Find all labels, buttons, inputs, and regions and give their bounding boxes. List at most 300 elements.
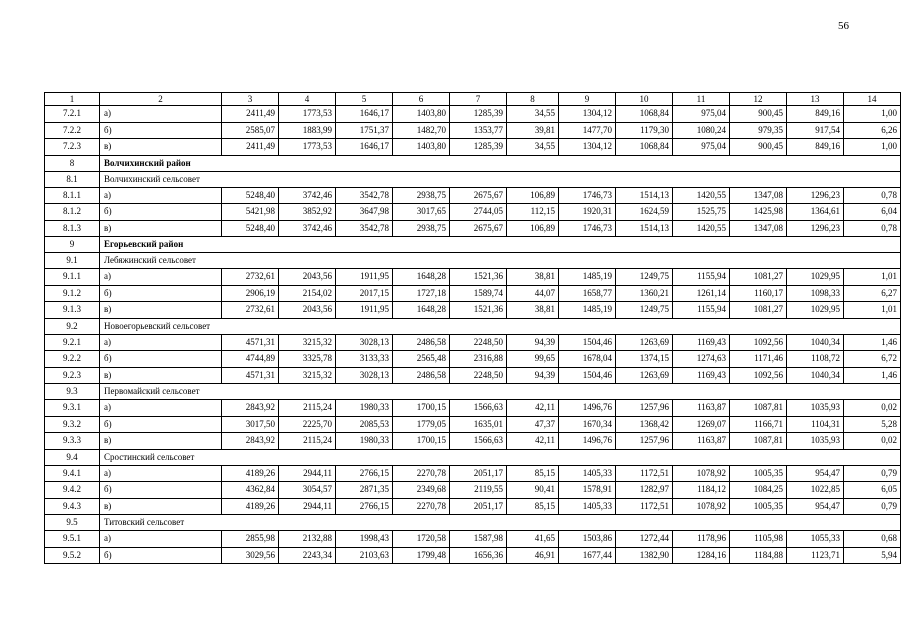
value-cell-9: 1496,76 <box>559 433 616 450</box>
value-cell-10: 1382,90 <box>616 547 673 564</box>
row-variant: в) <box>100 220 222 237</box>
value-cell-7: 2316,88 <box>450 351 507 368</box>
value-cell-3: 4189,26 <box>222 498 279 515</box>
value-cell-12: 900,45 <box>730 106 787 123</box>
value-cell-4: 3852,92 <box>279 204 336 221</box>
row-variant: а) <box>100 465 222 482</box>
value-cell-12: 1347,08 <box>730 187 787 204</box>
value-cell-6: 1403,80 <box>393 106 450 123</box>
row-variant: а) <box>100 400 222 417</box>
value-cell-5: 2766,15 <box>336 498 393 515</box>
district-name: Егорьевский район <box>100 237 901 253</box>
value-cell-5: 2017,15 <box>336 285 393 302</box>
row-code: 9.2.2 <box>45 351 100 368</box>
row-variant: б) <box>100 482 222 499</box>
value-cell-6: 1648,28 <box>393 269 450 286</box>
value-cell-10: 1514,13 <box>616 220 673 237</box>
value-cell-10: 1360,21 <box>616 285 673 302</box>
settlement-row <box>45 171 901 187</box>
value-cell-6: 2938,75 <box>393 220 450 237</box>
value-cell-13: 849,16 <box>787 139 844 156</box>
table-row <box>45 106 901 123</box>
value-cell-5: 1646,17 <box>336 106 393 123</box>
value-cell-13: 1104,31 <box>787 416 844 433</box>
value-cell-13: 1296,23 <box>787 220 844 237</box>
value-cell-4: 2132,88 <box>279 531 336 548</box>
table-row <box>45 220 901 237</box>
row-variant: в) <box>100 433 222 450</box>
value-cell-14: 6,26 <box>844 122 901 139</box>
value-cell-11: 1420,55 <box>673 187 730 204</box>
value-cell-8: 85,15 <box>507 465 559 482</box>
settlement-row <box>45 253 901 269</box>
table-row <box>45 433 901 450</box>
value-cell-12: 979,35 <box>730 122 787 139</box>
value-cell-13: 1035,93 <box>787 433 844 450</box>
value-cell-4: 3215,32 <box>279 334 336 351</box>
value-cell-11: 1078,92 <box>673 498 730 515</box>
value-cell-10: 1624,59 <box>616 204 673 221</box>
value-cell-9: 1405,33 <box>559 465 616 482</box>
row-code: 9.3.2 <box>45 416 100 433</box>
settlement-name: Первомайский сельсовет <box>100 384 901 400</box>
row-code: 8.1.3 <box>45 220 100 237</box>
value-cell-14: 1,01 <box>844 269 901 286</box>
table-row <box>45 302 901 319</box>
value-cell-3: 4571,31 <box>222 367 279 384</box>
value-cell-3: 4744,89 <box>222 351 279 368</box>
value-cell-3: 2843,92 <box>222 433 279 450</box>
table-row <box>45 334 901 351</box>
value-cell-8: 112,15 <box>507 204 559 221</box>
value-cell-5: 2871,35 <box>336 482 393 499</box>
value-cell-6: 1482,70 <box>393 122 450 139</box>
row-variant: в) <box>100 367 222 384</box>
value-cell-11: 1155,94 <box>673 269 730 286</box>
value-cell-14: 0,78 <box>844 220 901 237</box>
value-cell-6: 1700,15 <box>393 433 450 450</box>
row-code: 9.1.3 <box>45 302 100 319</box>
header-cell-5: 5 <box>336 93 393 106</box>
table-row <box>45 531 901 548</box>
value-cell-9: 1304,12 <box>559 139 616 156</box>
district-name: Волчихинский район <box>100 155 901 171</box>
value-cell-8: 44,07 <box>507 285 559 302</box>
header-cell-7: 7 <box>450 93 507 106</box>
value-cell-4: 2225,70 <box>279 416 336 433</box>
value-cell-8: 85,15 <box>507 498 559 515</box>
row-code: 9.4.2 <box>45 482 100 499</box>
value-cell-11: 1178,96 <box>673 531 730 548</box>
value-cell-9: 1485,19 <box>559 302 616 319</box>
value-cell-3: 2843,92 <box>222 400 279 417</box>
value-cell-7: 1285,39 <box>450 106 507 123</box>
value-cell-8: 90,41 <box>507 482 559 499</box>
value-cell-14: 0,02 <box>844 433 901 450</box>
settlement-row <box>45 449 901 465</box>
row-code: 7.2.3 <box>45 139 100 156</box>
value-cell-11: 975,04 <box>673 139 730 156</box>
value-cell-3: 5421,98 <box>222 204 279 221</box>
value-cell-10: 1263,69 <box>616 334 673 351</box>
value-cell-12: 1425,98 <box>730 204 787 221</box>
value-cell-3: 3029,56 <box>222 547 279 564</box>
value-cell-11: 1184,12 <box>673 482 730 499</box>
value-cell-3: 5248,40 <box>222 220 279 237</box>
settlement-name: Сростинский сельсовет <box>100 449 901 465</box>
tariff-table <box>44 92 901 564</box>
value-cell-10: 1272,44 <box>616 531 673 548</box>
value-cell-14: 1,00 <box>844 106 901 123</box>
value-cell-12: 900,45 <box>730 139 787 156</box>
value-cell-8: 46,91 <box>507 547 559 564</box>
value-cell-13: 954,47 <box>787 465 844 482</box>
value-cell-7: 1353,77 <box>450 122 507 139</box>
value-cell-9: 1504,46 <box>559 334 616 351</box>
value-cell-5: 3028,13 <box>336 334 393 351</box>
value-cell-14: 6,05 <box>844 482 901 499</box>
row-code: 9.2.1 <box>45 334 100 351</box>
value-cell-4: 1773,53 <box>279 139 336 156</box>
value-cell-12: 1084,25 <box>730 482 787 499</box>
value-cell-7: 2051,17 <box>450 465 507 482</box>
value-cell-3: 2585,07 <box>222 122 279 139</box>
row-variant: а) <box>100 187 222 204</box>
table-row <box>45 367 901 384</box>
value-cell-3: 2732,61 <box>222 302 279 319</box>
page-number: 56 <box>838 20 849 32</box>
value-cell-5: 1998,43 <box>336 531 393 548</box>
value-cell-13: 1035,93 <box>787 400 844 417</box>
value-cell-3: 4362,84 <box>222 482 279 499</box>
value-cell-7: 1635,01 <box>450 416 507 433</box>
value-cell-11: 1274,63 <box>673 351 730 368</box>
value-cell-5: 3647,98 <box>336 204 393 221</box>
table-row <box>45 498 901 515</box>
value-cell-7: 1521,36 <box>450 302 507 319</box>
district-row <box>45 155 901 171</box>
row-code: 8.1.2 <box>45 204 100 221</box>
value-cell-7: 1285,39 <box>450 139 507 156</box>
value-cell-6: 1720,58 <box>393 531 450 548</box>
value-cell-10: 1068,84 <box>616 106 673 123</box>
value-cell-11: 1169,43 <box>673 334 730 351</box>
value-cell-5: 1911,95 <box>336 269 393 286</box>
row-code: 9.3.1 <box>45 400 100 417</box>
value-cell-8: 41,65 <box>507 531 559 548</box>
header-cell-3: 3 <box>222 93 279 106</box>
value-cell-9: 1670,34 <box>559 416 616 433</box>
value-cell-14: 1,46 <box>844 334 901 351</box>
row-code: 9.3 <box>45 384 100 400</box>
value-cell-11: 1078,92 <box>673 465 730 482</box>
value-cell-6: 1648,28 <box>393 302 450 319</box>
value-cell-11: 1261,14 <box>673 285 730 302</box>
value-cell-12: 1171,46 <box>730 351 787 368</box>
value-cell-12: 1184,88 <box>730 547 787 564</box>
value-cell-7: 1566,63 <box>450 433 507 450</box>
value-cell-7: 1521,36 <box>450 269 507 286</box>
value-cell-10: 1282,97 <box>616 482 673 499</box>
table-row <box>45 465 901 482</box>
value-cell-7: 1587,98 <box>450 531 507 548</box>
value-cell-6: 1403,80 <box>393 139 450 156</box>
row-variant: б) <box>100 285 222 302</box>
value-cell-7: 1656,36 <box>450 547 507 564</box>
value-cell-11: 1284,16 <box>673 547 730 564</box>
value-cell-12: 1347,08 <box>730 220 787 237</box>
value-cell-6: 1700,15 <box>393 400 450 417</box>
row-code: 8 <box>45 155 100 171</box>
value-cell-12: 1005,35 <box>730 498 787 515</box>
value-cell-4: 2115,24 <box>279 433 336 450</box>
header-cell-10: 10 <box>616 93 673 106</box>
settlement-name: Титовский сельсовет <box>100 515 901 531</box>
row-variant: в) <box>100 302 222 319</box>
value-cell-4: 1883,99 <box>279 122 336 139</box>
row-variant: а) <box>100 531 222 548</box>
row-code: 9.4.1 <box>45 465 100 482</box>
value-cell-12: 1081,27 <box>730 269 787 286</box>
value-cell-6: 2349,68 <box>393 482 450 499</box>
value-cell-7: 1589,74 <box>450 285 507 302</box>
row-code: 9.5.2 <box>45 547 100 564</box>
value-cell-14: 5,94 <box>844 547 901 564</box>
value-cell-7: 2119,55 <box>450 482 507 499</box>
table-row <box>45 416 901 433</box>
value-cell-12: 1092,56 <box>730 334 787 351</box>
value-cell-7: 2248,50 <box>450 367 507 384</box>
value-cell-11: 975,04 <box>673 106 730 123</box>
row-variant: б) <box>100 351 222 368</box>
value-cell-9: 1658,77 <box>559 285 616 302</box>
value-cell-5: 2766,15 <box>336 465 393 482</box>
value-cell-7: 2248,50 <box>450 334 507 351</box>
value-cell-6: 1799,48 <box>393 547 450 564</box>
value-cell-3: 4189,26 <box>222 465 279 482</box>
value-cell-12: 1105,98 <box>730 531 787 548</box>
value-cell-3: 4571,31 <box>222 334 279 351</box>
value-cell-10: 1172,51 <box>616 465 673 482</box>
row-code: 9.1 <box>45 253 100 269</box>
value-cell-14: 0,68 <box>844 531 901 548</box>
value-cell-14: 0,79 <box>844 498 901 515</box>
value-cell-14: 5,28 <box>844 416 901 433</box>
row-variant: б) <box>100 547 222 564</box>
value-cell-11: 1420,55 <box>673 220 730 237</box>
header-cell-1: 1 <box>45 93 100 106</box>
row-code: 8.1.1 <box>45 187 100 204</box>
value-cell-9: 1485,19 <box>559 269 616 286</box>
value-cell-8: 99,65 <box>507 351 559 368</box>
value-cell-10: 1249,75 <box>616 269 673 286</box>
value-cell-10: 1514,13 <box>616 187 673 204</box>
value-cell-8: 34,55 <box>507 139 559 156</box>
row-code: 8.1 <box>45 171 100 187</box>
district-row <box>45 237 901 253</box>
value-cell-12: 1092,56 <box>730 367 787 384</box>
header-cell-13: 13 <box>787 93 844 106</box>
value-cell-4: 2043,56 <box>279 269 336 286</box>
header-cell-11: 11 <box>673 93 730 106</box>
value-cell-13: 1364,61 <box>787 204 844 221</box>
value-cell-12: 1166,71 <box>730 416 787 433</box>
value-cell-5: 3133,33 <box>336 351 393 368</box>
value-cell-13: 1029,95 <box>787 269 844 286</box>
row-code: 9.4 <box>45 449 100 465</box>
row-code: 9.5 <box>45 515 100 531</box>
value-cell-9: 1477,70 <box>559 122 616 139</box>
value-cell-4: 2944,11 <box>279 465 336 482</box>
value-cell-5: 3542,78 <box>336 187 393 204</box>
value-cell-12: 1005,35 <box>730 465 787 482</box>
value-cell-9: 1678,04 <box>559 351 616 368</box>
value-cell-14: 0,78 <box>844 187 901 204</box>
value-cell-13: 1055,33 <box>787 531 844 548</box>
value-cell-7: 2675,67 <box>450 187 507 204</box>
value-cell-13: 1040,34 <box>787 367 844 384</box>
value-cell-14: 6,27 <box>844 285 901 302</box>
header-cell-4: 4 <box>279 93 336 106</box>
table-row <box>45 547 901 564</box>
value-cell-4: 1773,53 <box>279 106 336 123</box>
row-code: 9.1.1 <box>45 269 100 286</box>
value-cell-12: 1160,17 <box>730 285 787 302</box>
value-cell-13: 1029,95 <box>787 302 844 319</box>
value-cell-9: 1504,46 <box>559 367 616 384</box>
value-cell-6: 2270,78 <box>393 498 450 515</box>
value-cell-13: 917,54 <box>787 122 844 139</box>
value-cell-13: 1123,71 <box>787 547 844 564</box>
settlement-row <box>45 318 901 334</box>
value-cell-10: 1068,84 <box>616 139 673 156</box>
value-cell-8: 38,81 <box>507 302 559 319</box>
value-cell-9: 1920,31 <box>559 204 616 221</box>
value-cell-14: 6,72 <box>844 351 901 368</box>
value-cell-3: 5248,40 <box>222 187 279 204</box>
row-code: 9 <box>45 237 100 253</box>
value-cell-5: 3028,13 <box>336 367 393 384</box>
row-code: 9.4.3 <box>45 498 100 515</box>
settlement-name: Лебяжинский сельсовет <box>100 253 901 269</box>
value-cell-10: 1257,96 <box>616 400 673 417</box>
value-cell-8: 34,55 <box>507 106 559 123</box>
value-cell-6: 2565,48 <box>393 351 450 368</box>
value-cell-10: 1172,51 <box>616 498 673 515</box>
table-row <box>45 400 901 417</box>
value-cell-14: 1,46 <box>844 367 901 384</box>
value-cell-9: 1503,86 <box>559 531 616 548</box>
value-cell-5: 2103,63 <box>336 547 393 564</box>
row-code: 9.2 <box>45 318 100 334</box>
table-row <box>45 351 901 368</box>
value-cell-4: 3742,46 <box>279 220 336 237</box>
value-cell-7: 1566,63 <box>450 400 507 417</box>
value-cell-5: 3542,78 <box>336 220 393 237</box>
settlement-name: Новоегорьевский сельсовет <box>100 318 901 334</box>
value-cell-5: 1980,33 <box>336 433 393 450</box>
row-variant: а) <box>100 106 222 123</box>
table-row <box>45 204 901 221</box>
value-cell-13: 1040,34 <box>787 334 844 351</box>
row-variant: а) <box>100 269 222 286</box>
value-cell-13: 1098,33 <box>787 285 844 302</box>
value-cell-10: 1368,42 <box>616 416 673 433</box>
value-cell-3: 2855,98 <box>222 531 279 548</box>
value-cell-8: 42,11 <box>507 433 559 450</box>
header-cell-6: 6 <box>393 93 450 106</box>
value-cell-14: 1,01 <box>844 302 901 319</box>
value-cell-8: 94,39 <box>507 367 559 384</box>
value-cell-4: 3054,57 <box>279 482 336 499</box>
header-cell-9: 9 <box>559 93 616 106</box>
value-cell-8: 94,39 <box>507 334 559 351</box>
row-variant: б) <box>100 122 222 139</box>
row-variant: в) <box>100 498 222 515</box>
settlement-row <box>45 384 901 400</box>
value-cell-11: 1080,24 <box>673 122 730 139</box>
header-cell-14: 14 <box>844 93 901 106</box>
value-cell-12: 1081,27 <box>730 302 787 319</box>
value-cell-6: 2270,78 <box>393 465 450 482</box>
value-cell-11: 1155,94 <box>673 302 730 319</box>
row-variant: б) <box>100 204 222 221</box>
value-cell-13: 954,47 <box>787 498 844 515</box>
header-cell-2: 2 <box>100 93 222 106</box>
value-cell-13: 1108,72 <box>787 351 844 368</box>
value-cell-8: 39,81 <box>507 122 559 139</box>
row-code: 9.1.2 <box>45 285 100 302</box>
value-cell-6: 3017,65 <box>393 204 450 221</box>
settlement-row <box>45 515 901 531</box>
table-row <box>45 285 901 302</box>
value-cell-4: 3325,78 <box>279 351 336 368</box>
value-cell-11: 1163,87 <box>673 400 730 417</box>
value-cell-10: 1249,75 <box>616 302 673 319</box>
value-cell-14: 0,79 <box>844 465 901 482</box>
header-cell-12: 12 <box>730 93 787 106</box>
value-cell-3: 2411,49 <box>222 106 279 123</box>
value-cell-6: 1779,05 <box>393 416 450 433</box>
table-row <box>45 482 901 499</box>
row-variant: в) <box>100 139 222 156</box>
row-code: 7.2.2 <box>45 122 100 139</box>
value-cell-9: 1578,91 <box>559 482 616 499</box>
value-cell-14: 0,02 <box>844 400 901 417</box>
value-cell-11: 1525,75 <box>673 204 730 221</box>
value-cell-4: 3215,32 <box>279 367 336 384</box>
table-row <box>45 269 901 286</box>
table-row <box>45 187 901 204</box>
header-row <box>45 93 901 106</box>
value-cell-14: 1,00 <box>844 139 901 156</box>
value-cell-3: 2411,49 <box>222 139 279 156</box>
value-cell-11: 1269,07 <box>673 416 730 433</box>
value-cell-8: 47,37 <box>507 416 559 433</box>
row-variant: а) <box>100 334 222 351</box>
row-code: 7.2.1 <box>45 106 100 123</box>
value-cell-11: 1169,43 <box>673 367 730 384</box>
value-cell-3: 2732,61 <box>222 269 279 286</box>
value-cell-5: 1911,95 <box>336 302 393 319</box>
value-cell-3: 2906,19 <box>222 285 279 302</box>
value-cell-14: 6,04 <box>844 204 901 221</box>
value-cell-9: 1496,76 <box>559 400 616 417</box>
value-cell-8: 42,11 <box>507 400 559 417</box>
value-cell-6: 1727,18 <box>393 285 450 302</box>
value-cell-9: 1677,44 <box>559 547 616 564</box>
value-cell-10: 1374,15 <box>616 351 673 368</box>
